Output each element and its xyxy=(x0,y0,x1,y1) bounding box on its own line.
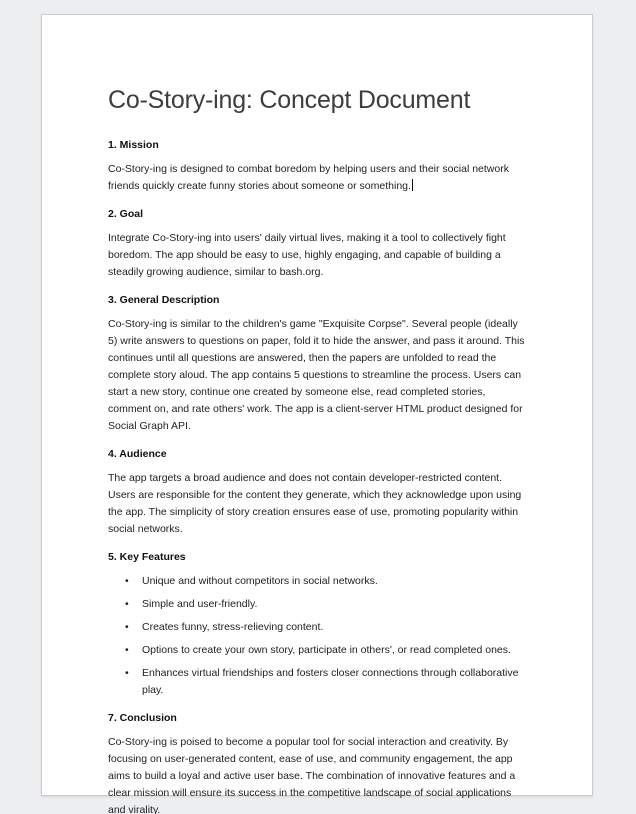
section-mission xyxy=(108,139,526,195)
bullet-text[interactable]: Unique and without competitors in social networks. xyxy=(142,575,378,587)
section-general-description xyxy=(108,294,526,435)
section-audience xyxy=(108,448,526,538)
bullet-text[interactable]: Simple and user-friendly. xyxy=(142,598,258,610)
document-content[interactable] xyxy=(42,15,592,814)
section-conclusion-paragraph[interactable]: Co-Story-ing is poised to become a popular tool for social interaction and creativity. By focusing on user-generated content, ease of use, and community engagement, the app aims to build a loyal and active user base. The combination of innovative features and a clear mission will ensure its success in the competitive landscape of social applications and virality. xyxy=(108,736,516,814)
section-mission-paragraph[interactable] xyxy=(108,161,526,195)
key-features-list xyxy=(108,573,526,699)
section-mission-heading[interactable]: 1. Mission xyxy=(108,139,159,151)
bullet-text[interactable]: Creates funny, stress-relieving content. xyxy=(142,621,324,633)
bullet-icon: • xyxy=(125,667,129,679)
list-item[interactable] xyxy=(108,619,526,636)
section-goal-paragraph[interactable]: Integrate Co-Story-ing into users' daily virtual lives, making it a tool to collectively fight boredom. The app should be easy to use, highly engaging, and capable of building a steadily growing audience, similar to bash.org. xyxy=(108,232,506,278)
document-page[interactable] xyxy=(41,14,593,814)
bullet-icon: • xyxy=(125,621,129,633)
document-title[interactable]: Co-Story-ing: Concept Document xyxy=(108,86,471,114)
section-conclusion-heading[interactable]: 7. Conclusion xyxy=(108,712,177,724)
bullet-icon: • xyxy=(125,575,129,587)
list-item[interactable] xyxy=(108,596,526,613)
paragraph-text[interactable]: Co-Story-ing is designed to combat boredom by helping users and their social network friends quickly create funny stories about someone or something. xyxy=(108,163,509,192)
text-caret xyxy=(412,179,413,191)
list-item[interactable] xyxy=(108,573,526,590)
bullet-text[interactable]: Enhances virtual friendships and fosters closer connections through collaborative play. xyxy=(142,667,519,696)
section-goal xyxy=(108,208,526,281)
section-key-features xyxy=(108,551,526,699)
section-conclusion xyxy=(108,712,526,814)
section-general-description-paragraph[interactable]: Co-Story-ing is similar to the children's game "Exquisite Corpse". Several people (ideally 5) write answers to questions on paper, fold it to hide the answer, and pass it around. This continues until all questions are answered, then the papers are unfolded to read the complete story aloud. The app contains 5 questions to streamline the process. Users can start a new story, continue one created by someone else, read completed stories, comment on, and rate others' work. The app is a client-server HTML product designed for Social Graph API. xyxy=(108,318,525,432)
list-item[interactable] xyxy=(108,665,526,699)
section-general-description-heading[interactable]: 3. General Description xyxy=(108,294,220,306)
section-key-features-heading[interactable]: 5. Key Features xyxy=(108,551,186,563)
bullet-icon: • xyxy=(125,644,129,656)
section-audience-heading[interactable]: 4. Audience xyxy=(108,448,167,460)
bullet-icon: • xyxy=(125,598,129,610)
list-item[interactable] xyxy=(108,642,526,659)
bullet-text[interactable]: Options to create your own story, participate in others', or read completed ones. xyxy=(142,644,511,656)
section-audience-paragraph[interactable]: The app targets a broad audience and does not contain developer-restricted content. Users are responsible for the content they generate, which they acknowledge upon using the app. The simplicity of story creation ensures ease of use, promoting popularity within social networks. xyxy=(108,472,522,535)
section-goal-heading[interactable]: 2. Goal xyxy=(108,208,144,220)
